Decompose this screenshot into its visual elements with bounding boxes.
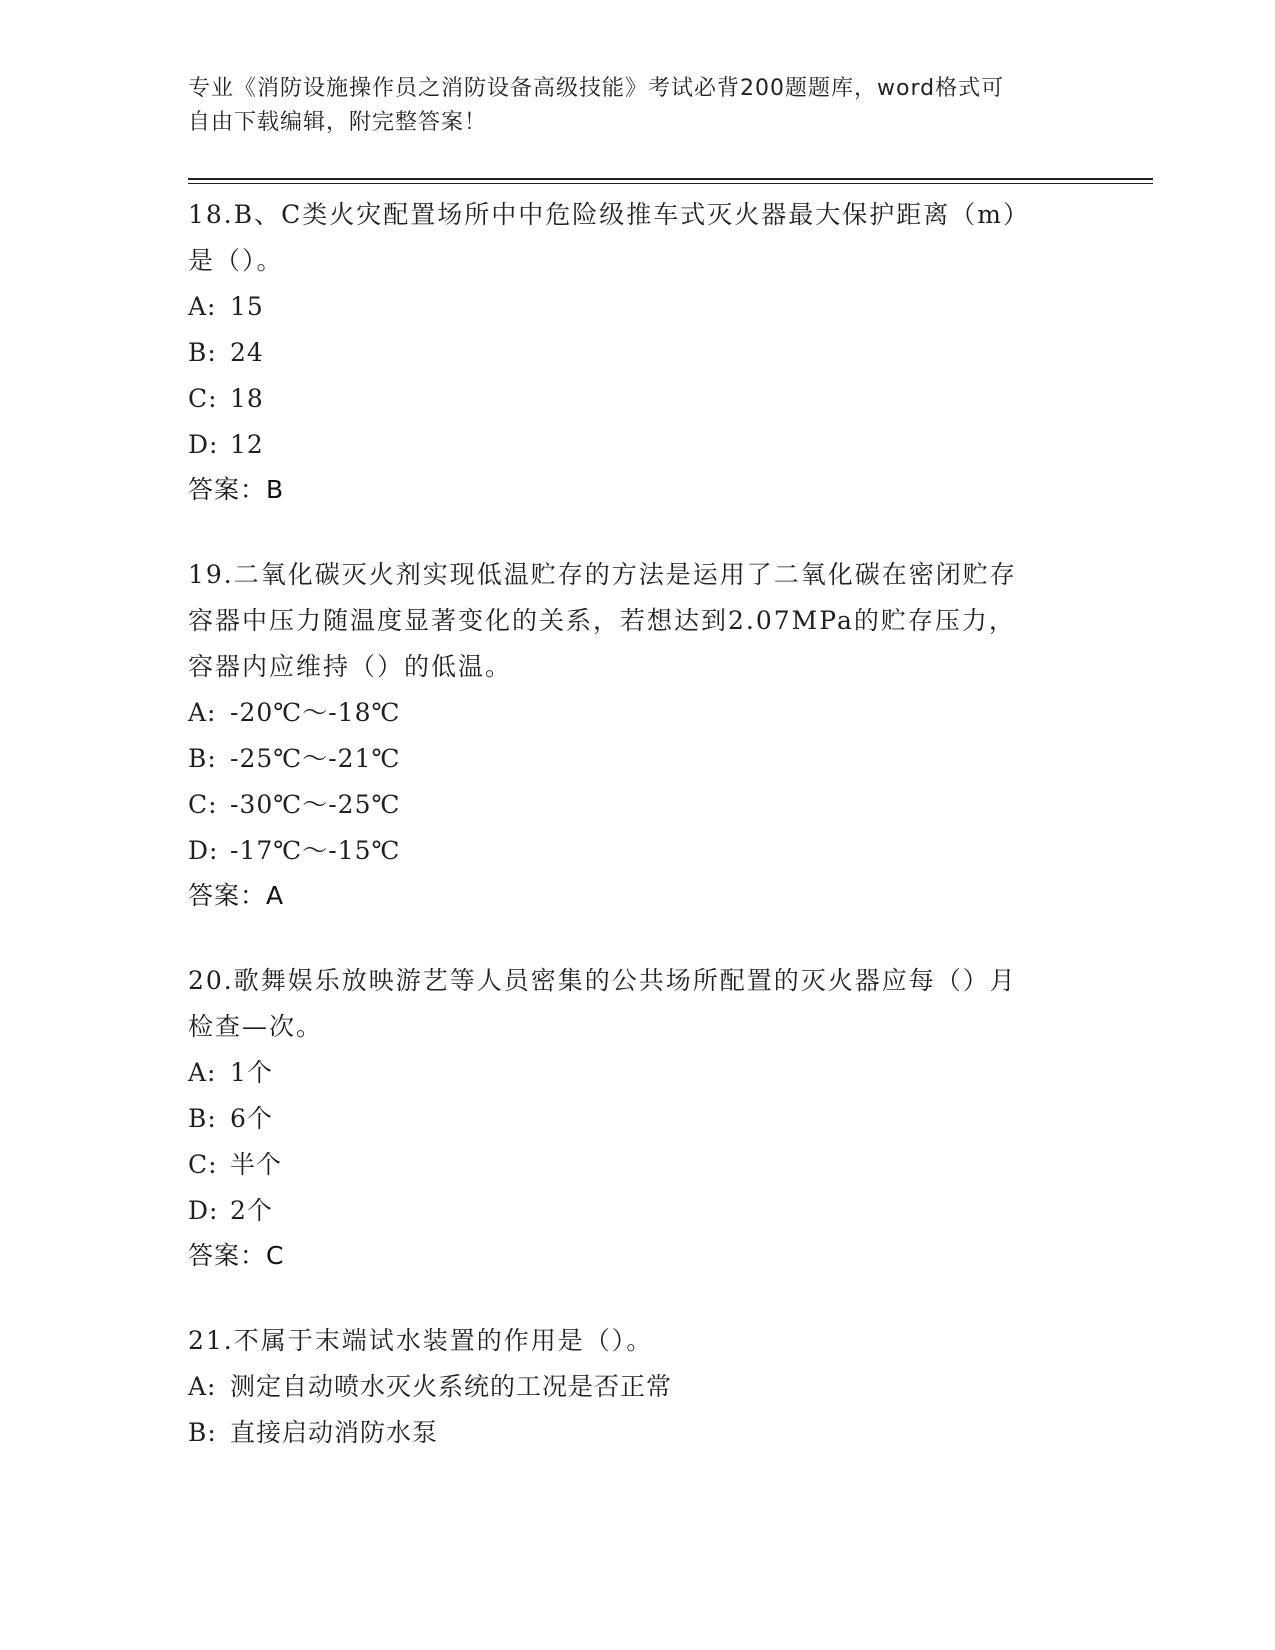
question-21 bbox=[188, 1318, 1088, 1456]
option-key: A: bbox=[188, 1372, 217, 1401]
option-text: 24 bbox=[230, 338, 264, 367]
option-text: 15 bbox=[230, 292, 264, 321]
question-18 bbox=[188, 192, 1088, 512]
option-a bbox=[188, 1050, 1088, 1096]
header-line-2: 自由下载编辑，附完整答案！ bbox=[188, 110, 488, 135]
document-header bbox=[188, 72, 1088, 140]
option-key: B: bbox=[188, 744, 217, 773]
option-a bbox=[188, 1364, 1088, 1410]
header-divider-thick bbox=[188, 178, 1153, 180]
option-c bbox=[188, 782, 1088, 828]
header-line-1: 专业《消防设施操作员之消防设备高级技能》考试必背200题题库，word格式可 bbox=[188, 76, 1005, 101]
option-d bbox=[188, 828, 1088, 874]
answer-line: 答案：A bbox=[188, 881, 285, 910]
option-key: B: bbox=[188, 1104, 217, 1133]
option-a bbox=[188, 284, 1088, 330]
option-key: D: bbox=[188, 430, 219, 459]
option-text: -20℃～-18℃ bbox=[230, 698, 401, 727]
option-text: -17℃～-15℃ bbox=[230, 836, 401, 865]
question-stem-line: 容器内应维持（）的低温。 bbox=[188, 652, 513, 681]
question-stem-line: 21.不属于末端试水装置的作用是（）。 bbox=[188, 1326, 654, 1355]
option-text: 1个 bbox=[230, 1058, 273, 1087]
question-stem-line: 检查—次。 bbox=[188, 1012, 324, 1041]
option-b bbox=[188, 330, 1088, 376]
option-key: D: bbox=[188, 1196, 219, 1225]
option-key: B: bbox=[188, 1418, 217, 1447]
question-stem-line: 是（）。 bbox=[188, 246, 284, 275]
question-stem-line: 20.歌舞娱乐放映游艺等人员密集的公共场所配置的灭火器应每（）月 bbox=[188, 966, 1017, 995]
header-divider-thin bbox=[188, 183, 1153, 184]
option-c bbox=[188, 376, 1088, 422]
option-text: 18 bbox=[230, 384, 264, 413]
option-d bbox=[188, 1188, 1088, 1234]
option-c bbox=[188, 1142, 1088, 1188]
option-text: 6个 bbox=[230, 1104, 273, 1133]
option-text: 2个 bbox=[230, 1196, 273, 1225]
question-stem-line: 19.二氧化碳灭火剂实现低温贮存的方法是运用了二氧化碳在密闭贮存 bbox=[188, 560, 1017, 589]
option-key: B: bbox=[188, 338, 217, 367]
option-key: A: bbox=[188, 1058, 217, 1087]
question-list bbox=[188, 192, 1088, 1496]
option-text: 半个 bbox=[230, 1150, 283, 1179]
option-key: A: bbox=[188, 292, 217, 321]
option-a bbox=[188, 690, 1088, 736]
question-stem-line: 容器中压力随温度显著变化的关系，若想达到2.07MPa的贮存压力， bbox=[188, 606, 1016, 635]
option-key: A: bbox=[188, 698, 217, 727]
option-key: D: bbox=[188, 836, 219, 865]
option-key: C: bbox=[188, 384, 218, 413]
option-text: -30℃～-25℃ bbox=[230, 790, 401, 819]
option-b bbox=[188, 736, 1088, 782]
option-text: 测定自动喷水灭火系统的工况是否正常 bbox=[230, 1372, 673, 1401]
question-19 bbox=[188, 552, 1088, 918]
question-20 bbox=[188, 958, 1088, 1278]
option-b bbox=[188, 1096, 1088, 1142]
answer-line: 答案：B bbox=[188, 475, 285, 504]
answer-line: 答案：C bbox=[188, 1241, 285, 1270]
option-text: 直接启动消防水泵 bbox=[230, 1418, 439, 1447]
option-text: 12 bbox=[230, 430, 264, 459]
option-b bbox=[188, 1410, 1088, 1456]
question-stem-line: 18.B、C类火灾配置场所中中危险级推车式灭火器最大保护距离（m） bbox=[188, 200, 1030, 229]
option-key: C: bbox=[188, 1150, 218, 1179]
option-text: -25℃～-21℃ bbox=[230, 744, 401, 773]
option-key: C: bbox=[188, 790, 218, 819]
option-d bbox=[188, 422, 1088, 468]
